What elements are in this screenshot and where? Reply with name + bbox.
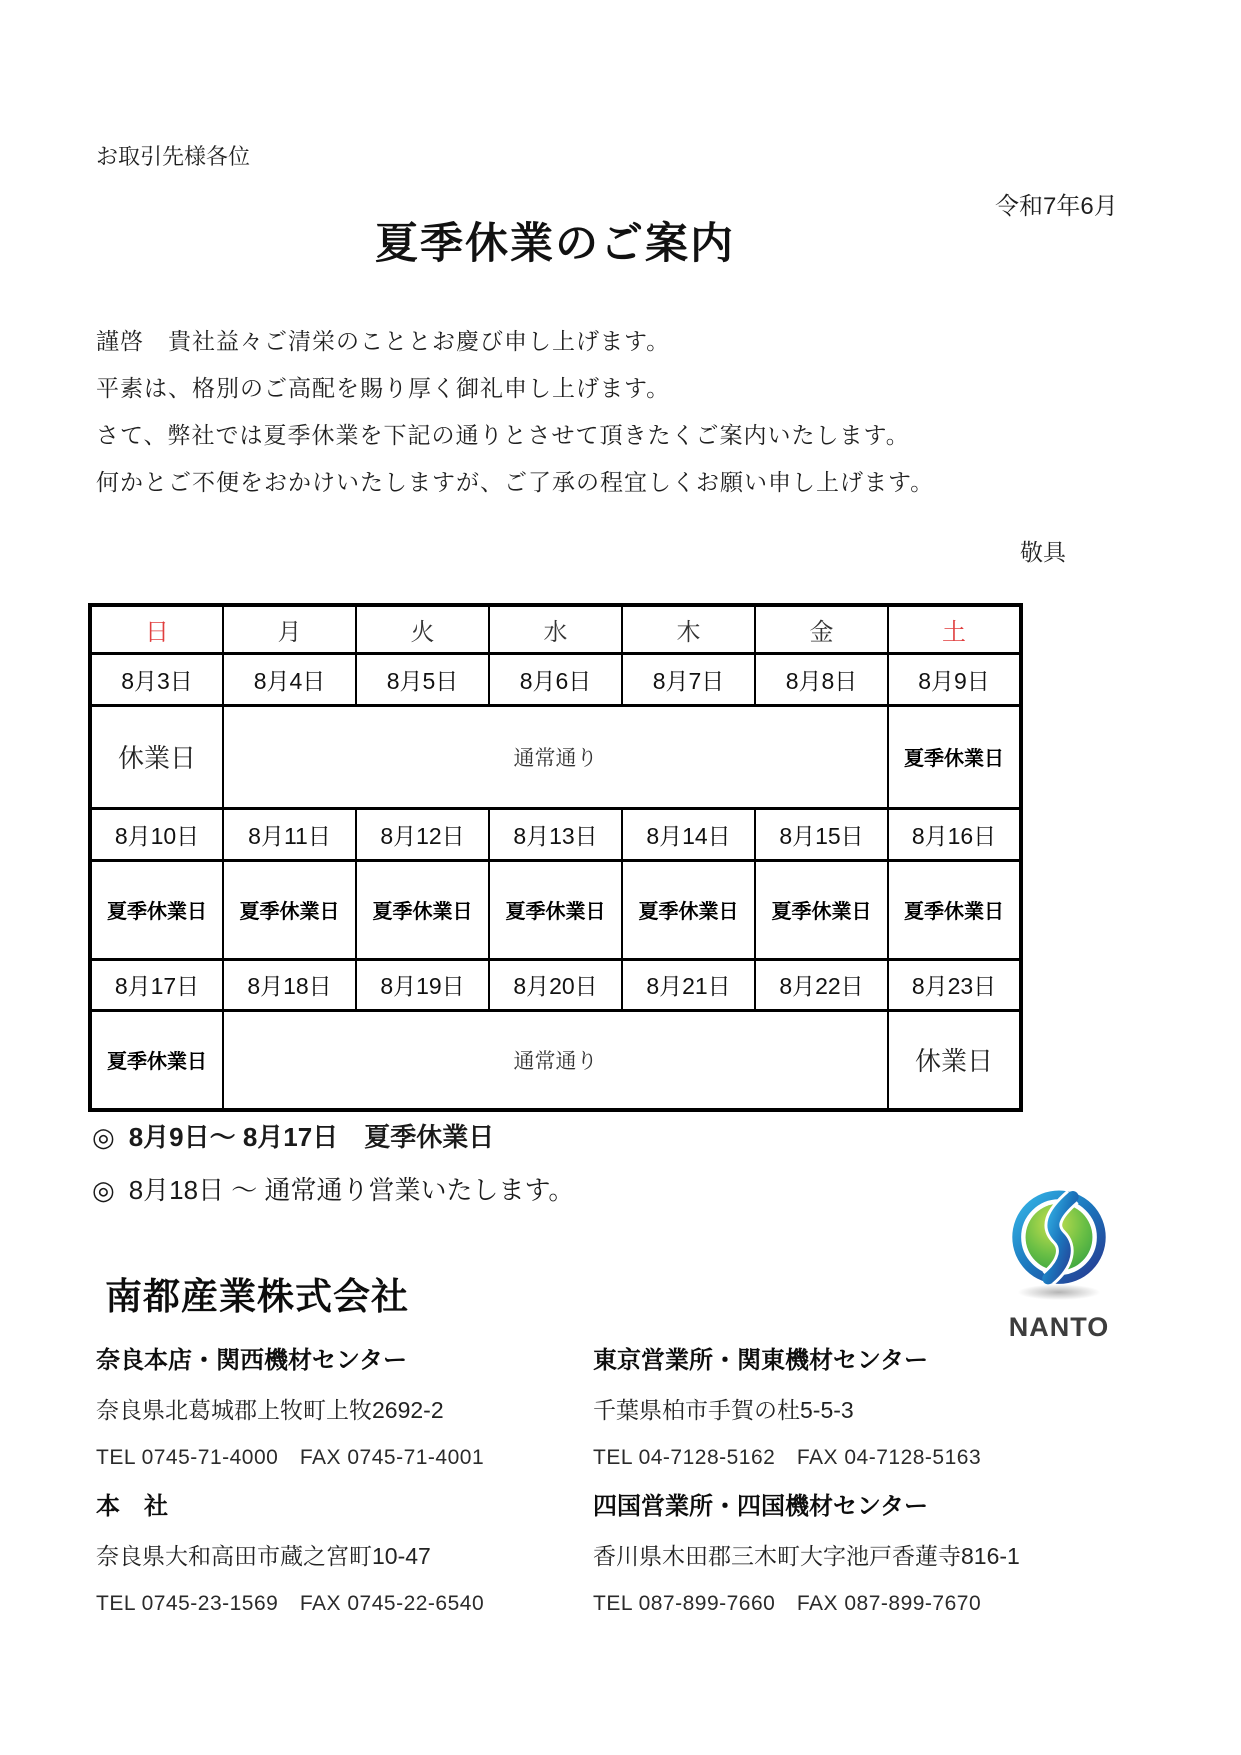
office-nara-honten	[96, 1340, 566, 1471]
double-circle-icon: ◎	[92, 1175, 115, 1205]
week1-date-row	[90, 653, 1021, 705]
office-title: 本 社	[96, 1493, 168, 1520]
week2-status-row	[90, 860, 1021, 959]
note-text: 8月18日 ～ 通常通り営業いたします。	[128, 1175, 575, 1205]
recipient-line: お取引先様各位	[96, 144, 251, 169]
office-tel-fax: TEL 04-7128-5162 FAX 04-7128-5163	[593, 1446, 982, 1469]
status-cell-summer-holiday: 夏季休業日	[356, 860, 489, 959]
date-cell: 8月3日	[90, 653, 223, 705]
note-summer-holiday-period	[92, 1117, 494, 1154]
status-cell-summer-holiday: 夏季休業日	[90, 1010, 223, 1110]
issue-date: 令和7年6月	[995, 193, 1118, 220]
nanto-logo	[1000, 1186, 1118, 1313]
weekday-tue: 火	[356, 605, 489, 653]
status-cell-business-as-usual: 通常通り	[223, 1010, 888, 1110]
page-title: 夏季休業のご案内	[375, 220, 735, 268]
status-cell-closed: 休業日	[888, 1010, 1021, 1110]
calendar-table	[88, 603, 1023, 1112]
weekday-thu: 木	[622, 605, 755, 653]
date-cell: 8月17日	[90, 959, 223, 1010]
note-text: 8月9日～ 8月17日 夏季休業日	[128, 1122, 495, 1152]
office-address: 奈良県大和高田市蔵之宮町10-47	[96, 1543, 431, 1569]
date-cell: 8月14日	[622, 808, 755, 860]
date-cell: 8月12日	[356, 808, 489, 860]
week2-date-row	[90, 808, 1021, 860]
status-cell-summer-holiday: 夏季休業日	[90, 860, 223, 959]
date-cell: 8月5日	[356, 653, 489, 705]
status-cell-summer-holiday: 夏季休業日	[888, 705, 1021, 808]
date-cell: 8月16日	[888, 808, 1021, 860]
weekday-header-row	[90, 605, 1021, 653]
week1-status-row	[90, 705, 1021, 808]
status-cell-summer-holiday: 夏季休業日	[888, 860, 1021, 959]
office-honsha	[96, 1486, 566, 1617]
office-title: 四国営業所・四国機材センター	[593, 1493, 929, 1520]
date-cell: 8月10日	[90, 808, 223, 860]
office-tel-fax: TEL 0745-23-1569 FAX 0745-22-6540	[96, 1592, 485, 1615]
status-cell-summer-holiday: 夏季休業日	[489, 860, 622, 959]
date-cell: 8月19日	[356, 959, 489, 1010]
weekday-sun: 日	[90, 605, 223, 653]
holiday-calendar	[88, 603, 1023, 1112]
office-tel-fax: TEL 087-899-7660 FAX 087-899-7670	[593, 1592, 982, 1615]
closing-keigu: 敬具	[1020, 539, 1066, 565]
nanto-logo-icon	[1000, 1186, 1118, 1308]
date-cell: 8月8日	[755, 653, 888, 705]
office-tokyo	[593, 1340, 1063, 1471]
double-circle-icon: ◎	[92, 1122, 115, 1152]
company-name: 南都産業株式会社	[105, 1276, 409, 1317]
weekday-wed: 水	[489, 605, 622, 653]
office-title: 奈良本店・関西機材センター	[96, 1347, 408, 1374]
date-cell: 8月6日	[489, 653, 622, 705]
office-tel-fax: TEL 0745-71-4000 FAX 0745-71-4001	[96, 1446, 485, 1469]
date-cell: 8月13日	[489, 808, 622, 860]
date-cell: 8月9日	[888, 653, 1021, 705]
date-cell: 8月21日	[622, 959, 755, 1010]
office-address: 奈良県北葛城郡上牧町上牧2692-2	[96, 1397, 444, 1423]
body-line-3: さて、弊社では夏季休業を下記の通りとさせて頂きたくご案内いたします。	[96, 422, 910, 448]
office-title: 東京営業所・関東機材センター	[593, 1347, 929, 1374]
greeting-paragraph	[96, 318, 934, 506]
office-address: 千葉県柏市手賀の杜5-5-3	[593, 1397, 854, 1423]
body-line-2: 平素は、格別のご高配を賜り厚く御礼申し上げます。	[96, 375, 671, 401]
status-cell-summer-holiday: 夏季休業日	[223, 860, 356, 959]
date-cell: 8月18日	[223, 959, 356, 1010]
date-cell: 8月15日	[755, 808, 888, 860]
status-cell-closed: 休業日	[90, 705, 223, 808]
weekday-sat: 土	[888, 605, 1021, 653]
note-business-resumes	[92, 1170, 574, 1207]
date-cell: 8月23日	[888, 959, 1021, 1010]
body-line-1: 謹啓 貴社益々ご清栄のこととお慶び申し上げます。	[96, 328, 671, 354]
status-cell-business-as-usual: 通常通り	[223, 705, 888, 808]
date-cell: 8月7日	[622, 653, 755, 705]
date-cell: 8月20日	[489, 959, 622, 1010]
nanto-logo-text: NANTO	[1008, 1312, 1110, 1342]
week3-date-row	[90, 959, 1021, 1010]
date-cell: 8月11日	[223, 808, 356, 860]
date-cell: 8月4日	[223, 653, 356, 705]
weekday-mon: 月	[223, 605, 356, 653]
date-cell: 8月22日	[755, 959, 888, 1010]
status-cell-summer-holiday: 夏季休業日	[622, 860, 755, 959]
weekday-fri: 金	[755, 605, 888, 653]
week3-status-row	[90, 1010, 1021, 1110]
status-cell-summer-holiday: 夏季休業日	[755, 860, 888, 959]
office-shikoku	[593, 1486, 1063, 1617]
office-address: 香川県木田郡三木町大字池戸香蓮寺816-1	[593, 1543, 1020, 1569]
body-line-4: 何かとご不便をおかけいたしますが、ご了承の程宜しくお願い申し上げます。	[96, 469, 935, 495]
